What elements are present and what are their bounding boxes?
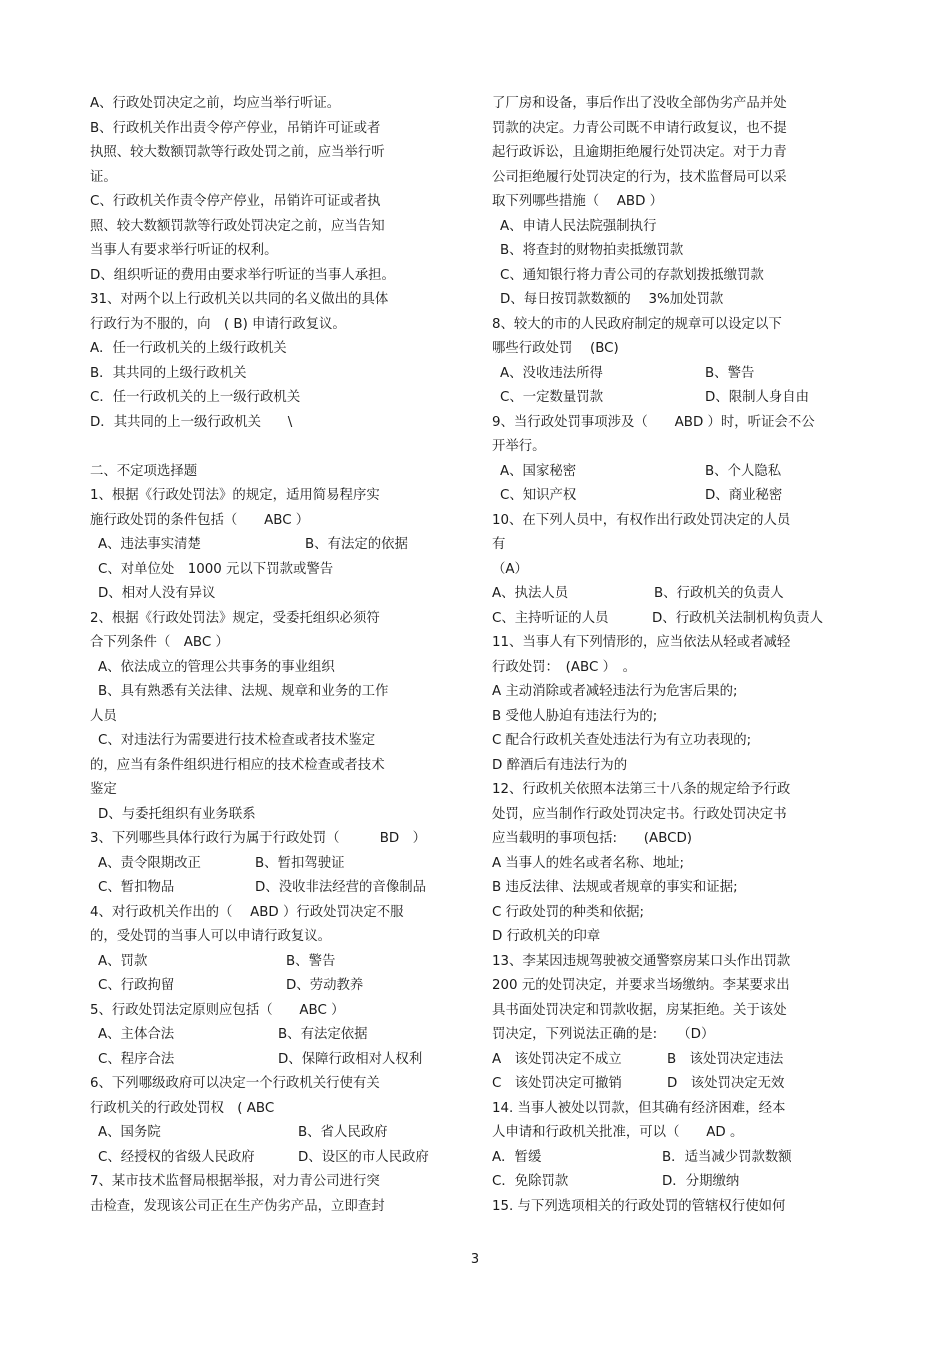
text-line: 施行政处罚的条件包括（ ABC ） <box>90 512 310 528</box>
text-line: C、对单位处 1000 元以下罚款或警告 <box>98 561 334 577</box>
text-line: 人员 <box>90 708 117 724</box>
text-line <box>90 1146 462 1171</box>
option-right: B、行政机关的负责人 <box>654 586 784 601</box>
text-line: 罚款的决定。力青公司既不申请行政复议，也不提 <box>492 120 787 136</box>
text-line: 当事人有要求举行听证的权利。 <box>90 243 278 258</box>
option-left: A、违法事实清楚 <box>98 537 201 552</box>
option-right: B、个人隐私 <box>705 463 782 479</box>
option-left: A．暂缓 <box>492 1149 542 1165</box>
text-line <box>90 533 462 558</box>
option-right: B、警告 <box>286 953 336 969</box>
text-line <box>492 484 864 509</box>
text-line <box>90 1023 462 1048</box>
option-left: A、责令限期改正 <box>98 855 201 871</box>
option-right: B、省人民政府 <box>298 1125 388 1140</box>
text-line: 公司拒绝履行处罚决定的行为，技术监督局可以采 <box>492 169 787 185</box>
option-left: A、国家秘密 <box>500 463 577 479</box>
text-line: C．任一行政机关的上一级行政机关 <box>90 390 301 405</box>
text-line: B 受他人胁迫有违法行为的; <box>492 708 658 724</box>
text-line: 5、行政处罚法定原则应包括（ ABC ） <box>90 1002 345 1018</box>
text-line: 的，应当有条件组织进行相应的技术检查或者技术 <box>90 757 385 773</box>
page-number: 3 <box>470 1252 480 1267</box>
text-line: （A） <box>492 561 528 577</box>
option-right: B、警告 <box>705 365 755 381</box>
text-line: A、行政处罚决定之前，均应当举行听证。 <box>90 96 341 111</box>
option-right: B、暂扣驾驶证 <box>255 855 345 871</box>
text-line: 1、根据《行政处罚法》的规定，适用简易程序实 <box>90 488 380 503</box>
text-line <box>90 852 462 877</box>
left-column <box>90 92 462 1219</box>
text-line: 10、在下列人员中，有权作出行政处罚决定的人员 <box>492 512 791 528</box>
text-line: 罚决定，下列说法正确的是: （D） <box>492 1027 715 1042</box>
option-left: C、程序合法 <box>98 1051 175 1067</box>
text-line: 4、对行政机关作出的（ ABD ）行政处罚决定不服 <box>90 904 404 920</box>
text-line <box>90 1048 462 1073</box>
text-line: B、具有熟悉有关法律、法规、规章和业务的工作 <box>98 684 389 699</box>
option-left: C、行政拘留 <box>98 978 175 993</box>
text-line <box>492 1048 864 1073</box>
text-line: 行政行为不服的，向 ( B) 申请行政复议。 <box>90 316 346 332</box>
text-line: A、依法成立的管理公共事务的事业组织 <box>98 659 335 675</box>
text-line: 证。 <box>90 169 117 185</box>
text-line: 8、较大的市的人民政府制定的规章可以设定以下 <box>492 316 782 332</box>
text-line: D 醉酒后有违法行为的 <box>492 757 628 773</box>
text-line: C、通知银行将力青公司的存款划拨抵缴罚款 <box>500 267 764 283</box>
text-line: B、将查封的财物拍卖抵缴罚款 <box>500 243 684 258</box>
text-line: A 当事人的姓名或者名称、地址; <box>492 855 685 871</box>
text-line <box>90 950 462 975</box>
option-left: A、执法人员 <box>492 586 569 601</box>
text-line: D、每日按罚款数额的 3%加处罚款 <box>500 292 724 307</box>
text-line: 11、当事人有下列情形的，应当依法从轻或者减轻 <box>492 635 791 650</box>
text-line: 200 元的处罚决定，并要求当场缴纳。李某要求出 <box>492 978 790 993</box>
option-right: D．分期缴纳 <box>662 1174 740 1189</box>
text-line: 开举行。 <box>492 439 546 454</box>
text-line: 的，受处罚的当事人可以申请行政复议。 <box>90 929 332 944</box>
text-line: D、组织听证的费用由要求举行听证的当事人承担。 <box>90 267 395 283</box>
option-left: A、主体合法 <box>98 1027 175 1042</box>
text-line: 取下列哪些措施（ ABD ） <box>492 194 664 209</box>
text-line <box>492 386 864 411</box>
text-line: B 违反法律、法规或者规章的事实和证据; <box>492 880 738 895</box>
text-line: 人申请和行政机关批准，可以（ AD 。 <box>492 1125 744 1140</box>
option-left: A、没收违法所得 <box>500 365 603 381</box>
text-line <box>492 1072 864 1097</box>
text-line: 15. 与下列选项相关的行政处罚的管辖权行使如何 <box>492 1198 786 1214</box>
option-right: D、商业秘密 <box>705 488 783 503</box>
text-line <box>90 435 462 460</box>
text-line: 行政机关的行政处罚权 ( ABC <box>90 1100 275 1116</box>
text-line: 应当载明的事项包括: (ABCD) <box>492 831 693 846</box>
text-line: 14. 当事人被处以罚款，但其确有经济困难，经本 <box>492 1100 786 1116</box>
text-line: C、对违法行为需要进行技术检查或者技术鉴定 <box>98 733 376 748</box>
text-line <box>492 460 864 485</box>
option-left: C、主持听证的人员 <box>492 610 609 626</box>
option-right: B 该处罚决定违法 <box>667 1051 784 1067</box>
option-left: A 该处罚决定不成立 <box>492 1051 622 1067</box>
text-line <box>492 1170 864 1195</box>
option-right: B．适当减少罚款数额 <box>662 1149 792 1165</box>
text-line: 7、某市技术监督局根据举报，对力青公司进行突 <box>90 1174 380 1189</box>
text-line: 二、不定项选择题 <box>90 463 198 479</box>
text-line: 起行政诉讼，且逾期拒绝履行处罚决定。对于力青 <box>492 145 787 160</box>
text-line: 9、当行政处罚事项涉及（ ABD ）时，听证会不公 <box>492 414 815 430</box>
option-right: D、行政机关法制机构负责人 <box>652 610 823 626</box>
text-line: 3、下列哪些具体行政行为属于行政处罚（ BD ） <box>90 831 426 846</box>
text-line: A 主动消除或者减轻违法行为危害后果的; <box>492 684 738 699</box>
option-right: B、有法定依据 <box>278 1027 368 1042</box>
text-line: C、行政机关作责令停产停业，吊销许可证或者执 <box>90 194 381 209</box>
text-line: 了厂房和设备，事后作出了没收全部伪劣产品并处 <box>492 96 787 111</box>
option-right: D、没收非法经营的音像制品 <box>255 880 426 895</box>
text-line: 2、根据《行政处罚法》规定，受委托组织必须符 <box>90 610 380 626</box>
text-line: C 行政处罚的种类和依据; <box>492 904 645 920</box>
option-left: C 该处罚决定可撤销 <box>492 1076 622 1091</box>
text-line: 31、对两个以上行政机关以共同的名义做出的具体 <box>90 292 389 307</box>
text-line: 行政处罚： (ABC ） 。 <box>492 659 637 675</box>
option-left: C、暂扣物品 <box>98 880 175 895</box>
text-line: 13、李某因违规驾驶被交通警察房某口头作出罚款 <box>492 953 791 969</box>
option-right: D 该处罚决定无效 <box>667 1076 785 1091</box>
text-line <box>90 974 462 999</box>
text-line: 12、行政机关依照本法第三十八条的规定给予行政 <box>492 782 791 797</box>
text-line: B、行政机关作出责令停产停业，吊销许可证或者 <box>90 120 381 136</box>
option-left: C、知识产权 <box>500 488 577 503</box>
text-line: 有 <box>492 537 506 552</box>
option-right: D、设区的市人民政府 <box>298 1149 429 1165</box>
text-line: B．其共同的上级行政机关 <box>90 365 247 381</box>
text-line <box>492 607 864 632</box>
text-line: 执照、较大数额罚款等行政处罚之前，应当举行听 <box>90 145 385 160</box>
text-line: D、与委托组织有业务联系 <box>98 806 256 822</box>
text-line <box>492 582 864 607</box>
text-line <box>90 876 462 901</box>
text-line: 鉴定 <box>90 782 117 797</box>
text-line <box>492 1146 864 1171</box>
option-right: B、有法定的依据 <box>305 537 408 552</box>
text-line <box>90 1121 462 1146</box>
option-right: D、限制人身自由 <box>705 390 810 405</box>
text-line: A、申请人民法院强制执行 <box>500 218 657 234</box>
right-column <box>492 92 864 1219</box>
text-line: 具书面处罚决定和罚款收据，房某拒绝。关于该处 <box>492 1002 787 1018</box>
text-line: A．任一行政机关的上级行政机关 <box>90 341 287 356</box>
text-line: C 配合行政机关查处违法行为有立功表现的; <box>492 733 752 748</box>
option-left: C、一定数量罚款 <box>500 390 604 405</box>
text-line: 6、下列哪级政府可以决定一个行政机关行使有关 <box>90 1076 380 1091</box>
text-line: 合下列条件（ ABC ） <box>90 635 229 650</box>
option-left: A、国务院 <box>98 1125 161 1140</box>
option-right: D、劳动教养 <box>286 978 364 993</box>
option-right: D、保障行政相对人权利 <box>278 1051 423 1067</box>
text-line: 处罚，应当制作行政处罚决定书。行政处罚决定书 <box>492 806 787 822</box>
text-line <box>492 362 864 387</box>
text-line: 哪些行政处罚 (BC) <box>492 341 619 356</box>
option-left: C、经授权的省级人民政府 <box>98 1149 255 1165</box>
text-line: D 行政机关的印章 <box>492 929 601 944</box>
text-line: 照、较大数额罚款等行政处罚决定之前，应当告知 <box>90 218 385 234</box>
text-line: 击检查，发现该公司正在生产伪劣产品，立即查封 <box>90 1198 385 1214</box>
text-line: D、相对人没有异议 <box>98 586 216 601</box>
text-line: D．其共同的上一级行政机关 \ <box>90 414 293 430</box>
option-left: A、罚款 <box>98 953 148 969</box>
option-left: C．免除罚款 <box>492 1174 569 1189</box>
